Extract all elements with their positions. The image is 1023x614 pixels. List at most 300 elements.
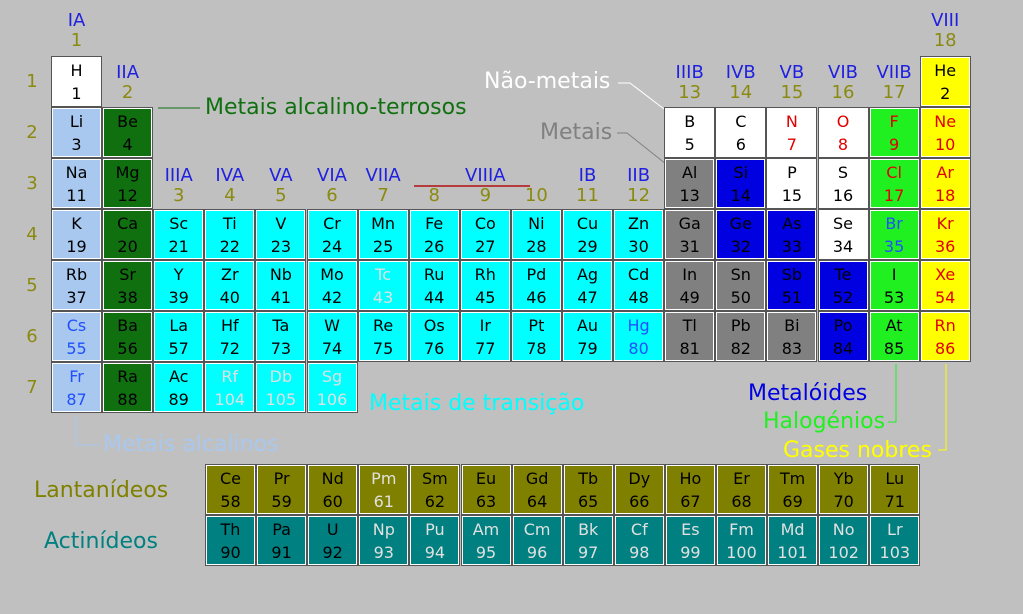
element-symbol: Be (117, 112, 138, 131)
element-symbol: O (836, 112, 850, 131)
nonmetals-leader (618, 83, 668, 112)
atomic-number: 87 (66, 390, 87, 409)
group-header-9 (461, 166, 510, 206)
label-nao-metais: Não-metais (484, 69, 611, 94)
element-symbol: Fe (425, 214, 444, 233)
atomic-number: 69 (782, 492, 803, 511)
element-symbol: Ga (678, 214, 701, 233)
element-rh (461, 261, 510, 310)
element-au (563, 312, 612, 361)
atomic-number: 90 (220, 543, 241, 562)
element-hg (614, 312, 663, 361)
atomic-number: 98 (629, 543, 650, 562)
group-roman-label: VIIA (365, 165, 401, 186)
element-ta (256, 312, 305, 361)
label-halogenios: Halogénios (763, 409, 886, 434)
element-symbol: Si (733, 163, 749, 182)
atomic-number: 9 (889, 135, 900, 154)
element-ti (205, 210, 254, 259)
element-symbol: Ge (729, 214, 752, 233)
element-fm (717, 516, 766, 565)
element-symbol: Ru (423, 265, 445, 284)
element-cs (52, 312, 101, 361)
element-symbol: Li (69, 112, 84, 131)
element-bi (767, 312, 816, 361)
element-cd (614, 261, 663, 310)
element-lr (870, 516, 919, 565)
atomic-number: 68 (731, 492, 752, 511)
atomic-number: 64 (526, 492, 548, 511)
group-roman-label: VIB (828, 62, 858, 83)
period-label-7: 7 (26, 377, 38, 398)
element-ra (103, 363, 152, 412)
element-symbol: P (787, 163, 797, 182)
element-symbol: Te (834, 265, 852, 284)
element-symbol: Nb (269, 265, 292, 284)
element-nb (256, 261, 305, 310)
atomic-number: 46 (526, 288, 547, 307)
element-ho (666, 465, 715, 514)
element-ga (665, 210, 714, 259)
element-ir (461, 312, 510, 361)
element-symbol: Cl (886, 163, 902, 182)
group-header-4 (205, 166, 254, 206)
element-symbol: Mg (115, 163, 140, 182)
group-header-10 (512, 166, 561, 206)
group-roman-label: IVA (215, 165, 245, 186)
group-number-label: 5 (275, 185, 287, 206)
element-symbol: Db (269, 367, 293, 386)
element-symbol: Pr (273, 469, 290, 488)
element-symbol: H (70, 61, 83, 80)
element-symbol: Am (472, 520, 500, 539)
group-number-label: 15 (780, 82, 804, 103)
element-symbol: Fr (69, 367, 84, 386)
period-label-5: 5 (26, 275, 38, 296)
group-header-12 (614, 166, 663, 206)
element-tb (564, 465, 613, 514)
element-symbol: Hf (220, 316, 239, 335)
group-roman-label: IIIB (675, 62, 704, 83)
element-symbol: Po (833, 316, 853, 335)
atomic-number: 52 (832, 288, 854, 307)
element-symbol: Rh (474, 265, 496, 284)
group-number-label: 11 (576, 185, 599, 206)
element-cm (513, 516, 562, 565)
element-fe (410, 210, 459, 259)
group-header-18 (921, 11, 970, 51)
group-roman-label (410, 166, 459, 186)
alkali-leader (76, 416, 100, 445)
element-sc (154, 210, 203, 259)
element-symbol: Md (780, 520, 805, 539)
label-lantanideos: Lantanídeos (34, 478, 169, 503)
group-roman-label: IVB (725, 62, 756, 83)
group-roman-label: VB (779, 62, 805, 83)
atomic-number: 103 (879, 543, 911, 562)
group-header-15 (767, 63, 816, 103)
group-header-14 (716, 63, 765, 103)
element-re (359, 312, 408, 361)
atomic-number: 12 (117, 186, 138, 205)
group-number-label: 1 (70, 30, 83, 51)
element-symbol: Rn (934, 316, 956, 335)
element-no (819, 516, 868, 565)
element-symbol: Os (423, 316, 445, 335)
element-symbol: Cr (323, 214, 341, 233)
element-o (819, 108, 868, 157)
element-at (870, 312, 919, 361)
period-label-3: 3 (26, 173, 38, 194)
element-symbol: Rb (65, 265, 88, 284)
element-br (870, 210, 919, 259)
element-symbol: In (682, 265, 698, 284)
atomic-number: 44 (424, 288, 445, 307)
element-symbol: La (169, 316, 189, 335)
atomic-number: 60 (322, 492, 343, 511)
atomic-number: 104 (214, 390, 246, 409)
element-os (410, 312, 459, 361)
group-header-17 (870, 63, 919, 103)
atomic-number: 3 (71, 135, 82, 154)
element-es (666, 516, 715, 565)
element-symbol: Np (372, 520, 395, 539)
element-symbol: Se (833, 214, 853, 233)
element-symbol: Rf (221, 367, 239, 386)
group-number-label: 13 (678, 82, 702, 103)
element-pr (257, 465, 306, 514)
element-symbol: Br (885, 214, 903, 233)
element-symbol: Gd (525, 469, 549, 488)
element-ba (103, 312, 152, 361)
group-number-label: 12 (627, 185, 651, 206)
atomic-number: 35 (883, 237, 905, 256)
atomic-number: 38 (117, 288, 138, 307)
group-roman-label (512, 166, 561, 186)
atomic-number: 42 (321, 288, 343, 307)
atomic-number: 85 (883, 339, 905, 358)
atomic-number: 14 (730, 186, 751, 205)
atomic-number: 47 (577, 288, 598, 307)
element-rn (921, 312, 970, 361)
element-ar (921, 159, 970, 208)
group-header-8 (410, 166, 459, 206)
atomic-number: 63 (475, 492, 497, 511)
element-symbol: Tc (375, 265, 392, 284)
element-pu (410, 516, 459, 565)
element-hf (205, 312, 254, 361)
atomic-number: 94 (424, 543, 446, 562)
element-mo (308, 261, 357, 310)
atomic-number: 95 (475, 543, 497, 562)
element-symbol: Pt (528, 316, 545, 335)
element-y (154, 261, 203, 310)
element-am (462, 516, 511, 565)
element-symbol: N (785, 112, 798, 131)
element-ni (512, 210, 561, 259)
group-number-label: 6 (326, 185, 338, 206)
element-u (308, 516, 357, 565)
element-symbol: Ar (936, 163, 954, 182)
atomic-number: 50 (730, 288, 751, 307)
label-metaloides: Metalóides (748, 381, 868, 406)
element-symbol: Au (576, 316, 599, 335)
atomic-number: 78 (526, 339, 547, 358)
element-in (665, 261, 714, 310)
element-symbol: Co (474, 214, 496, 233)
element-symbol: Tb (578, 469, 599, 488)
atomic-number: 57 (168, 339, 189, 358)
group-number-label: 4 (224, 185, 236, 206)
element-symbol: F (889, 112, 899, 131)
atomic-number: 100 (726, 543, 757, 562)
group-header-13 (665, 63, 714, 103)
atomic-number: 36 (935, 237, 956, 256)
element-symbol: Sg (321, 367, 343, 386)
atomic-number: 25 (372, 237, 394, 256)
label-alcalino-terrosos: Metais alcalino-terrosos (205, 95, 467, 120)
element-tc (359, 261, 408, 310)
atomic-number: 99 (680, 543, 701, 562)
metals-leader (617, 133, 666, 164)
element-tl (665, 312, 714, 361)
element-sr (103, 261, 152, 310)
group-number-label: 7 (377, 185, 389, 206)
atomic-number: 101 (777, 543, 808, 562)
element-n (767, 108, 816, 157)
atomic-number: 70 (833, 492, 854, 511)
atomic-number: 61 (373, 492, 394, 511)
atomic-number: 74 (321, 339, 343, 358)
group-roman-label: IIIA (164, 165, 193, 186)
element-k (52, 210, 101, 259)
element-symbol: Pd (526, 265, 547, 284)
atomic-number: 49 (679, 288, 700, 307)
element-symbol: Cd (627, 265, 650, 284)
element-symbol: At (885, 316, 903, 335)
element-symbol: Cm (523, 520, 551, 539)
element-symbol: Ir (479, 316, 491, 335)
element-symbol: Bi (784, 316, 800, 335)
element-symbol: As (782, 214, 802, 233)
element-mn (359, 210, 408, 259)
atomic-number: 30 (628, 237, 649, 256)
element-symbol: Ba (117, 316, 138, 335)
noble-leader (938, 364, 946, 450)
atomic-number: 102 (828, 543, 859, 562)
element-symbol: He (934, 61, 957, 80)
element-symbol: Ag (576, 265, 599, 284)
element-cr (308, 210, 357, 259)
element-symbol: Ce (219, 469, 241, 488)
element-symbol: C (735, 112, 747, 131)
element-te (819, 261, 868, 310)
element-symbol: Dy (628, 469, 651, 488)
element-symbol: Pm (371, 469, 397, 488)
element-symbol: Ne (934, 112, 957, 131)
atomic-number: 16 (832, 186, 854, 205)
group-header-5 (256, 166, 305, 206)
element-ru (410, 261, 459, 310)
element-np (359, 516, 408, 565)
element-cf (615, 516, 664, 565)
element-symbol: Pu (425, 520, 445, 539)
element-w (308, 312, 357, 361)
element-symbol: Pb (730, 316, 751, 335)
element-ca (103, 210, 152, 259)
element-mg (103, 159, 152, 208)
atomic-number: 34 (832, 237, 854, 256)
atomic-number: 91 (271, 543, 292, 562)
atomic-number: 77 (475, 339, 496, 358)
element-s (819, 159, 868, 208)
element-symbol: Sb (781, 265, 803, 284)
atomic-number: 19 (66, 237, 87, 256)
atomic-number: 40 (219, 288, 240, 307)
element-symbol: Mn (371, 214, 396, 233)
element-sm (410, 465, 459, 514)
atomic-number: 59 (271, 492, 292, 511)
group-number-label: 8 (428, 185, 440, 206)
element-symbol: Tm (779, 469, 806, 488)
atomic-number: 23 (270, 237, 292, 256)
element-symbol: Lr (887, 520, 903, 539)
element-symbol: Th (220, 520, 241, 539)
atomic-number: 86 (935, 339, 956, 358)
element-rb (52, 261, 101, 310)
element-er (717, 465, 766, 514)
element-xe (921, 261, 970, 310)
group-roman-label: IIB (627, 165, 651, 186)
atomic-number: 97 (578, 543, 599, 562)
atomic-number: 41 (270, 288, 292, 307)
atomic-number: 75 (372, 339, 394, 358)
element-zr (205, 261, 254, 310)
element-cl (870, 159, 919, 208)
label-metais-transicao: Metais de transição (369, 391, 585, 416)
element-symbol: B (684, 112, 696, 131)
atomic-number: 62 (424, 492, 446, 511)
group-roman-label: IB (578, 165, 597, 186)
atomic-number: 13 (679, 186, 700, 205)
element-cu (563, 210, 612, 259)
element-symbol: Xe (935, 265, 956, 284)
element-c (716, 108, 765, 157)
element-symbol: Es (681, 520, 700, 539)
element-symbol: Ra (117, 367, 138, 386)
label-gases-nobres: Gases nobres (783, 438, 932, 463)
atomic-number: 6 (735, 135, 746, 154)
atomic-number: 82 (730, 339, 751, 358)
element-symbol: V (275, 214, 287, 233)
atomic-number: 8 (837, 135, 849, 154)
period-label-2: 2 (26, 122, 38, 143)
atomic-number: 65 (578, 492, 599, 511)
element-symbol: Pa (272, 520, 291, 539)
element-th (206, 516, 255, 565)
group-header-3 (154, 166, 203, 206)
element-symbol: Bk (578, 520, 599, 539)
atomic-number: 93 (373, 543, 394, 562)
element-eu (462, 465, 511, 514)
element-si (716, 159, 765, 208)
period-label-1: 1 (26, 71, 38, 92)
atomic-number: 96 (526, 543, 548, 562)
atomic-number: 4 (122, 135, 133, 154)
atomic-number: 55 (66, 339, 87, 358)
element-po (819, 312, 868, 361)
atomic-number: 45 (475, 288, 496, 307)
element-symbol: K (71, 214, 82, 233)
element-symbol: Cu (576, 214, 599, 233)
group-number-label: 16 (831, 82, 855, 103)
element-nd (308, 465, 357, 514)
element-be (103, 108, 152, 157)
element-gd (513, 465, 562, 514)
atomic-number: 17 (883, 186, 905, 205)
label-metais-alcalinos: Metais alcalinos (103, 432, 279, 457)
atomic-number: 26 (424, 237, 445, 256)
element-p (767, 159, 816, 208)
element-ag (563, 261, 612, 310)
group-number-label: 17 (882, 82, 906, 103)
element-rf (205, 363, 254, 412)
atomic-number: 92 (322, 543, 343, 562)
element-he (921, 57, 970, 106)
halogens-leader (888, 364, 896, 422)
element-symbol: Ti (222, 214, 237, 233)
group-number-label: 9 (479, 185, 492, 206)
element-pm (359, 465, 408, 514)
atomic-number: 18 (935, 186, 956, 205)
atomic-number: 88 (117, 390, 138, 409)
atomic-number: 106 (316, 390, 348, 409)
element-md (768, 516, 817, 565)
element-db (256, 363, 305, 412)
group-number-label: 2 (121, 82, 134, 103)
atomic-number: 27 (475, 237, 496, 256)
atomic-number: 28 (526, 237, 547, 256)
element-al (665, 159, 714, 208)
atomic-number: 71 (884, 492, 905, 511)
element-symbol: Ta (272, 316, 290, 335)
element-symbol: Eu (475, 469, 497, 488)
atomic-number: 31 (679, 237, 700, 256)
element-na (52, 159, 101, 208)
element-symbol: Ac (168, 367, 189, 386)
element-symbol: Nd (321, 469, 344, 488)
period-label-6: 6 (26, 326, 38, 347)
atomic-number: 84 (832, 339, 854, 358)
atomic-number: 53 (883, 288, 905, 307)
element-symbol: Re (372, 316, 394, 335)
element-pd (512, 261, 561, 310)
period-label-4: 4 (26, 224, 38, 245)
group-header-16 (819, 63, 868, 103)
element-symbol: Sm (422, 469, 448, 488)
element-symbol: W (324, 316, 340, 335)
element-f (870, 108, 919, 157)
element-bk (564, 516, 613, 565)
atomic-number: 33 (781, 237, 803, 256)
element-kr (921, 210, 970, 259)
atomic-number: 29 (577, 237, 598, 256)
atomic-number: 2 (940, 84, 951, 103)
atomic-number: 67 (680, 492, 701, 511)
element-symbol: Mo (320, 265, 344, 284)
atomic-number: 39 (168, 288, 189, 307)
element-tm (768, 465, 817, 514)
